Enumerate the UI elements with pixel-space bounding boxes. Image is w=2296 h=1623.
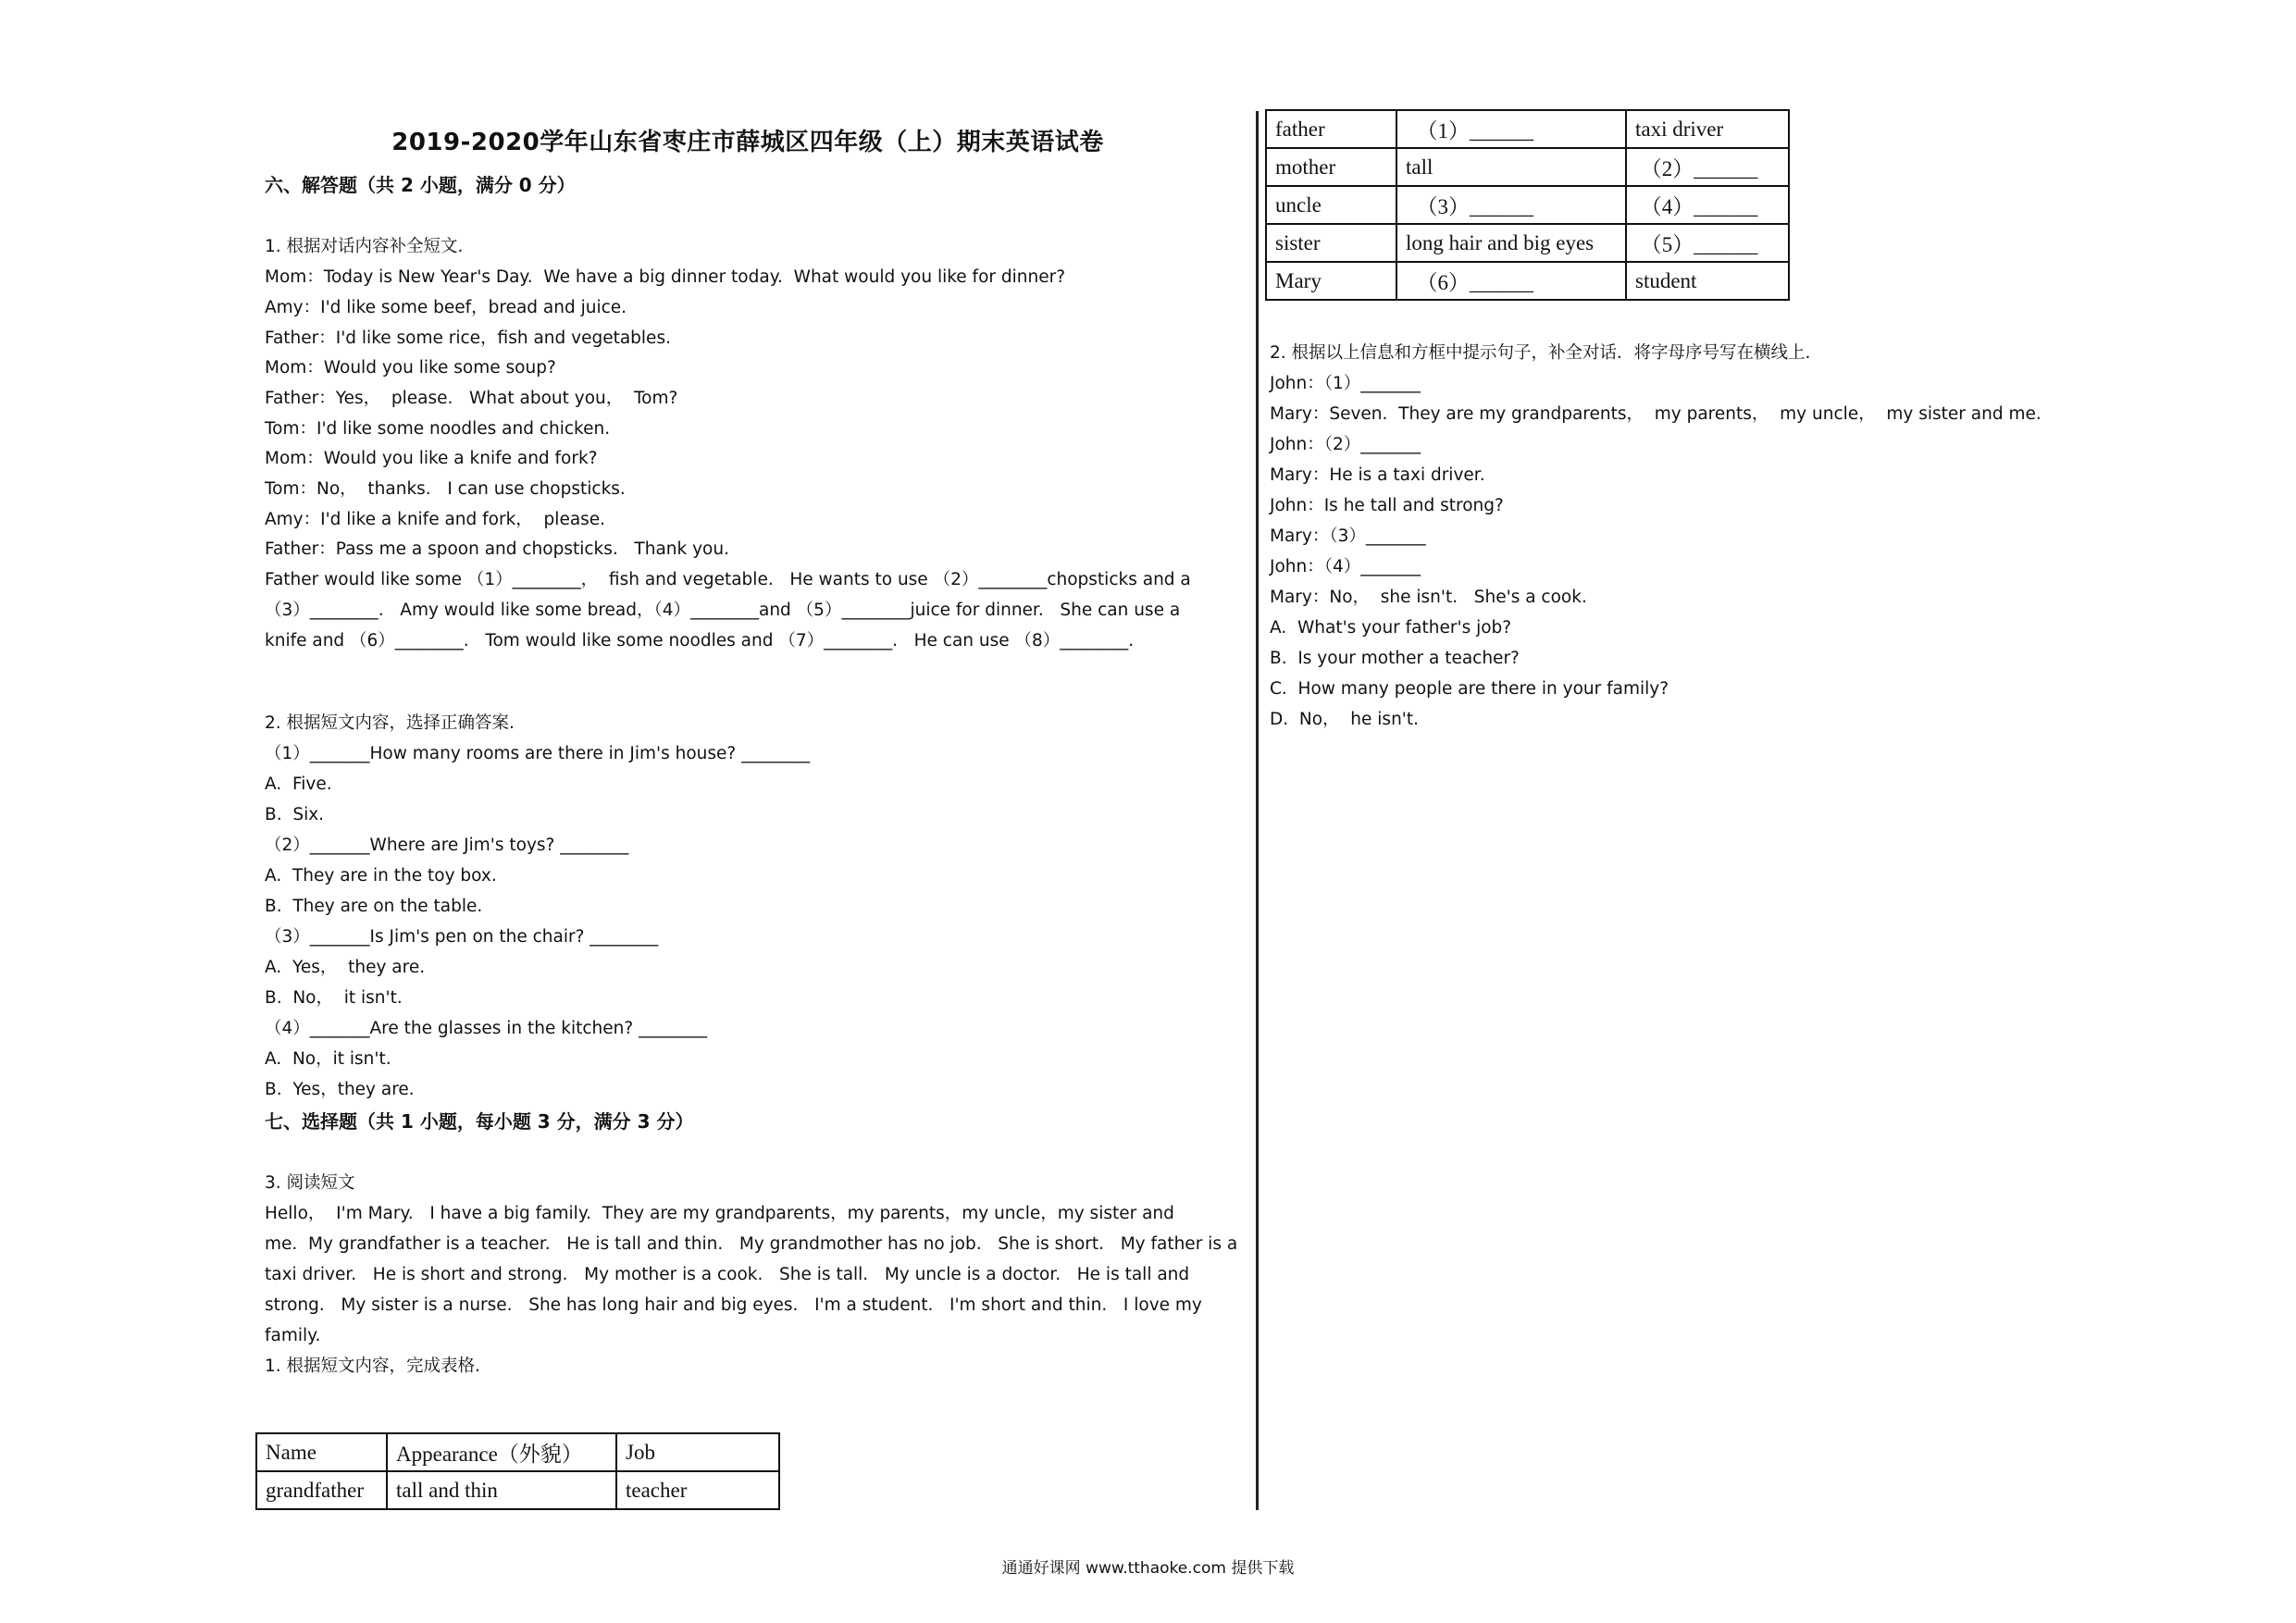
exam-title: 2019-2020学年山东省枣庄市薛城区四年级（上）期末英语试卷 bbox=[391, 129, 1104, 156]
table-row bbox=[1266, 186, 1789, 224]
text-line: （2）_______Where are Jim's toys? ________ bbox=[265, 836, 629, 855]
text-line: B. Yes，they are. bbox=[265, 1080, 415, 1099]
text-line: Mary：He is a taxi driver. bbox=[1270, 465, 1485, 485]
text-line: （3）_______Is Jim's pen on the chair? ________ bbox=[265, 927, 659, 947]
text-line: me. My grandfather is a teacher. He is tall and thin. My grandmother has no job. She is short. My father is a bbox=[265, 1234, 1238, 1254]
table-row bbox=[1266, 224, 1789, 262]
section-heading: 六、解答题（共 2 小题，满分 0 分） bbox=[265, 174, 576, 196]
table-cell: taxi driver bbox=[1626, 110, 1789, 148]
text-line: Tom：I'd like some noodles and chicken. bbox=[265, 419, 611, 439]
text-line: （1）_______How many rooms are there in Jim's house? ________ bbox=[265, 744, 811, 763]
text-line: John：（2）_______ bbox=[1270, 435, 1421, 454]
text-line: Tom：No， thanks. I can use chopsticks. bbox=[265, 479, 626, 499]
footer-note: 通通好课网 www.tthaoke.com 提供下载 bbox=[1001, 1559, 1295, 1578]
text-line: Father：I'd like some rice，fish and vegetables. bbox=[265, 328, 671, 348]
table-cell: （4）______ bbox=[1626, 186, 1789, 224]
table-cell: grandfather bbox=[256, 1471, 387, 1509]
table-cell: father bbox=[1266, 110, 1396, 148]
table-cell: sister bbox=[1266, 224, 1396, 262]
text-line: A. Yes， they are. bbox=[265, 958, 426, 977]
table-cell: （3）______ bbox=[1396, 186, 1626, 224]
text-line: Mom：Would you like a knife and fork? bbox=[265, 449, 598, 468]
text-line: A. Five. bbox=[265, 774, 332, 794]
table-cell: Name bbox=[256, 1433, 387, 1471]
table-row bbox=[256, 1471, 779, 1509]
section-heading: 七、选择题（共 1 小题，每小题 3 分，满分 3 分） bbox=[265, 1110, 694, 1133]
table-cell: Appearance（外貌） bbox=[387, 1433, 616, 1471]
table-cell: teacher bbox=[616, 1471, 779, 1509]
text-line: Amy：I'd like a knife and fork， please. bbox=[265, 510, 606, 529]
text-line: B. Is your mother a teacher? bbox=[1270, 649, 1520, 668]
table-row bbox=[256, 1433, 779, 1471]
text-line: B. They are on the table. bbox=[265, 897, 483, 916]
text-line: C. How many people are there in your family? bbox=[1270, 679, 1669, 699]
table-cell: （5）______ bbox=[1626, 224, 1789, 262]
text-line: Father：Yes， please. What about you， Tom? bbox=[265, 389, 678, 408]
info-table-part1 bbox=[255, 1432, 780, 1510]
text-line: Father：Pass me a spoon and chopsticks. Thank you. bbox=[265, 539, 729, 559]
table-row bbox=[1266, 262, 1789, 300]
text-line: 1. 根据短文内容，完成表格. bbox=[265, 1357, 480, 1376]
table-cell: tall and thin bbox=[387, 1471, 616, 1509]
table-row bbox=[1266, 110, 1789, 148]
text-line: （4）_______Are the glasses in the kitchen? ________ bbox=[265, 1019, 708, 1038]
text-line: Mom：Today is New Year's Day. We have a big dinner today. What would you like for dinner? bbox=[265, 267, 1066, 287]
text-line: Mary：No， she isn't. She's a cook. bbox=[1270, 588, 1587, 607]
column-divider bbox=[1256, 111, 1259, 1510]
table-cell: tall bbox=[1396, 148, 1626, 186]
text-line: D. No， he isn't. bbox=[1270, 710, 1420, 729]
table-cell: Job bbox=[616, 1433, 779, 1471]
text-line: knife and （6）________. Tom would like some noodles and （7）________. He can use （8）________. bbox=[265, 631, 1135, 650]
text-line: John：Is he tall and strong? bbox=[1270, 496, 1504, 515]
text-line: Mary：（3）_______ bbox=[1270, 527, 1426, 546]
text-line: 2. 根据短文内容，选择正确答案. bbox=[265, 713, 515, 733]
table-cell: （2）______ bbox=[1626, 148, 1789, 186]
text-line: Mom：Would you like some soup? bbox=[265, 358, 556, 378]
table-cell: （1）______ bbox=[1396, 110, 1626, 148]
table-cell: Mary bbox=[1266, 262, 1396, 300]
text-line: 2. 根据以上信息和方框中提示句子，补全对话．将字母序号写在横线上. bbox=[1270, 343, 1811, 363]
table-cell: long hair and big eyes bbox=[1396, 224, 1626, 262]
table-row bbox=[1266, 148, 1789, 186]
table-cell: student bbox=[1626, 262, 1789, 300]
table-cell: （6）______ bbox=[1396, 262, 1626, 300]
text-line: taxi driver. He is short and strong. My mother is a cook. She is tall. My uncle is a doctor. He is tall and bbox=[265, 1265, 1190, 1284]
text-line: A. They are in the toy box. bbox=[265, 866, 497, 886]
text-line: 1. 根据对话内容补全短文. bbox=[265, 237, 464, 256]
info-table-part2 bbox=[1265, 109, 1790, 301]
text-line: Hello， I'm Mary. I have a big family. They are my grandparents，my parents，my uncle，my sister and bbox=[265, 1204, 1174, 1223]
text-line: B. Six. bbox=[265, 805, 325, 824]
text-line: Father would like some （1）________， fish and vegetable. He wants to use （2）________chopsticks and a bbox=[265, 570, 1191, 589]
text-line: Mary：Seven. They are my grandparents， my parents， my uncle， my sister and me. bbox=[1270, 404, 2042, 424]
text-line: A. No，it isn't. bbox=[265, 1049, 391, 1069]
text-line: family. bbox=[265, 1326, 321, 1345]
text-line: A. What's your father's job? bbox=[1270, 618, 1512, 638]
text-line: 3. 阅读短文 bbox=[265, 1173, 355, 1193]
text-line: John：（1）_______ bbox=[1270, 374, 1421, 393]
table-cell: uncle bbox=[1266, 186, 1396, 224]
table-cell: mother bbox=[1266, 148, 1396, 186]
text-line: strong. My sister is a nurse. She has long hair and big eyes. I'm a student. I'm short and thin. I love my bbox=[265, 1295, 1202, 1315]
text-line: Amy：I'd like some beef，bread and juice. bbox=[265, 298, 627, 317]
text-line: B. No， it isn't. bbox=[265, 988, 403, 1008]
text-line: John：（4）_______ bbox=[1270, 557, 1421, 576]
text-line: （3）________. Amy would like some bread，（4）________and （5）________juice for dinner. She can use a bbox=[265, 601, 1181, 620]
